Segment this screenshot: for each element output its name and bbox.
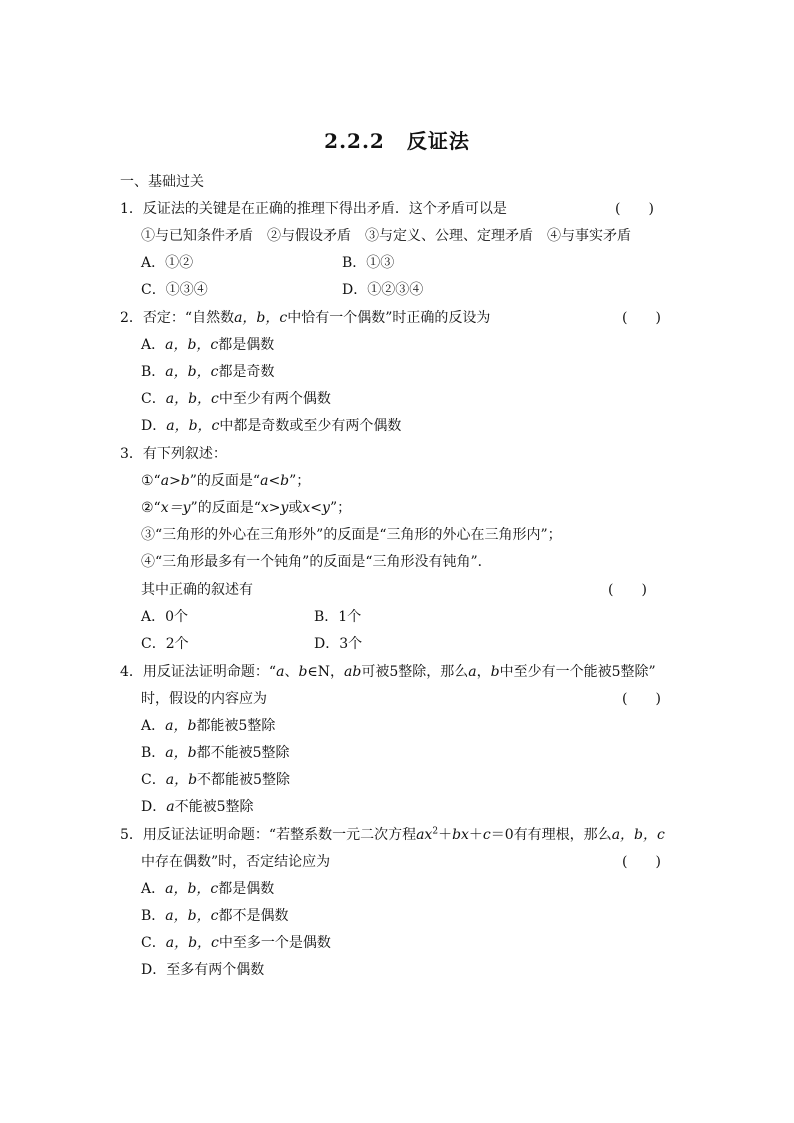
- q4-option-b: B．a，b都不能被5整除: [141, 745, 290, 761]
- q3-option-d: D．3个: [314, 636, 363, 652]
- q2-option-b: B．a，b，c都是奇数: [141, 364, 275, 380]
- q3-option-b: B．1个: [314, 609, 362, 625]
- q2-option-c: C．a，b，c中至少有两个偶数: [141, 391, 331, 407]
- q4-option-c: C．a，b不都能被5整除: [141, 772, 290, 788]
- q3-statement-3: ③“三角形的外心在三角形外”的反面是“三角形的外心在三角形内”；: [141, 527, 562, 543]
- q5-answer-bracket: ( ): [622, 854, 661, 870]
- q5-stem-line-2: 中存在偶数”时，否定结论应为: [141, 854, 331, 870]
- q1-option-b: B．①③: [342, 255, 395, 271]
- q2-option-d: D．a，b，c中都是奇数或至少有两个偶数: [141, 418, 402, 434]
- q1-answer-bracket: ( ): [615, 201, 654, 217]
- q3-answer-bracket: ( ): [608, 582, 647, 598]
- q1-items: ①与已知条件矛盾 ②与假设矛盾 ③与定义、公理、定理矛盾 ④与事实矛盾: [141, 228, 631, 244]
- q3-statement-1: ①“a>b”的反面是“a<b”；: [141, 473, 311, 489]
- q1-option-d: D．①②③④: [342, 282, 424, 298]
- q3-ask: 其中正确的叙述有: [141, 582, 253, 598]
- q1-option-a: A．①②: [141, 255, 194, 271]
- q3-option-c: C．2个: [141, 636, 189, 652]
- q3-stem: 3．有下列叙述：: [120, 446, 227, 462]
- q5-option-c: C．a，b，c中至多一个是偶数: [141, 935, 331, 951]
- q1-option-c: C．①③④: [141, 282, 208, 298]
- q5-option-a: A．a，b，c都是偶数: [141, 881, 275, 897]
- title-text: 反证法: [406, 129, 470, 153]
- q5-stem: 5．用反证法证明命题：“若整系数一元二次方程$ax^2+bx+c=0$有有理根，那么a，b，c: [120, 826, 665, 843]
- q4-option-a: A．a，b都能被5整除: [141, 718, 276, 734]
- q3-statement-4: ④“三角形最多有一个钝角”的反面是“三角形没有钝角”．: [141, 554, 492, 570]
- q5-option-d: D．至多有两个偶数: [141, 962, 265, 978]
- q4-stem: 4．用反证法证明命题：“a、b∈N，ab可被5整除，那么a，b中至少有一个能被5整除”: [120, 664, 656, 680]
- q1-stem: 1．反证法的关键是在正确的推理下得出矛盾．这个矛盾可以是: [120, 201, 507, 217]
- q5-option-b: B．a，b，c都不是偶数: [141, 908, 289, 924]
- q4-option-d: D．a不能被5整除: [141, 799, 254, 815]
- q4-answer-bracket: ( ): [622, 691, 661, 707]
- page-title: [0, 125, 794, 154]
- section-heading: 一、基础过关: [120, 174, 204, 190]
- q4-stem-line-2: 时，假设的内容应为: [141, 691, 267, 707]
- q2-option-a: A．a，b，c都是偶数: [141, 337, 275, 353]
- q3-option-a: A．0个: [141, 609, 189, 625]
- q2-answer-bracket: ( ): [622, 310, 661, 326]
- title-number: 2.2.2: [324, 129, 385, 153]
- q3-statement-2: ②“x＝y”的反面是“x>y或x<y”；: [141, 500, 352, 516]
- q2-stem: 2．否定：“自然数a，b，c中恰有一个偶数”时正确的反设为: [120, 310, 491, 326]
